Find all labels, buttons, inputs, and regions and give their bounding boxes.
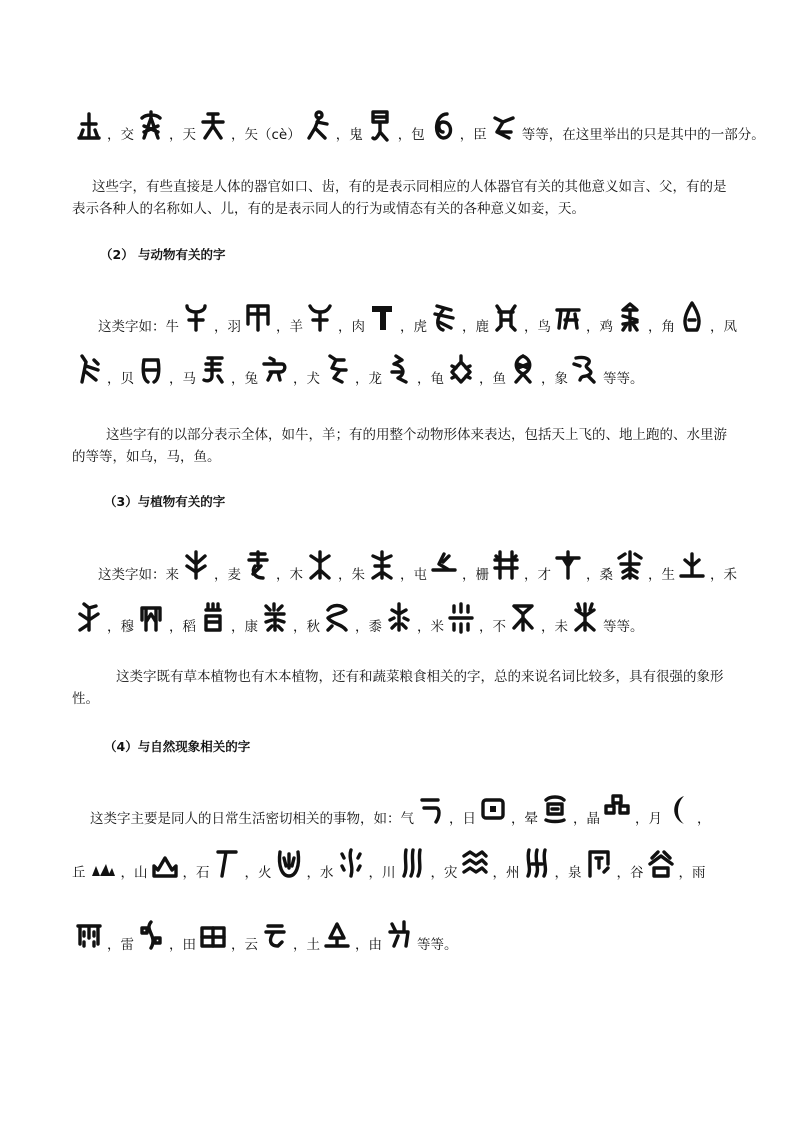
oracle-glyph-icon bbox=[198, 918, 228, 954]
glyph-label: ，州 bbox=[492, 865, 520, 881]
intro-line bbox=[72, 108, 765, 144]
nature-line-2 bbox=[72, 846, 734, 882]
oracle-glyph-icon bbox=[74, 108, 104, 144]
glyph-label: ，稻 bbox=[169, 619, 196, 635]
glyph-label: ，灾 bbox=[430, 865, 458, 881]
animals-line-1 bbox=[98, 300, 737, 336]
oracle-glyph-icon bbox=[74, 918, 104, 954]
glyph-label: ，泉 bbox=[554, 865, 582, 881]
oracle-glyph-icon bbox=[74, 352, 104, 388]
glyph-label: ，米 bbox=[417, 619, 444, 635]
oracle-glyph-icon bbox=[274, 846, 304, 882]
oracle-glyph-icon bbox=[429, 300, 459, 336]
oracle-glyph-icon bbox=[74, 600, 104, 636]
oracle-glyph-icon bbox=[322, 352, 352, 388]
oracle-glyph-icon bbox=[570, 352, 600, 388]
glyph-label: ，矢（cè） bbox=[231, 127, 301, 143]
glyph-label: ，秋 bbox=[293, 619, 320, 635]
glyph-label: ，木 bbox=[276, 567, 303, 583]
glyph-label: ，谷 bbox=[616, 865, 644, 881]
oracle-glyph-icon bbox=[460, 846, 490, 882]
glyph-label: ，虎 bbox=[400, 319, 427, 335]
oracle-glyph-icon bbox=[136, 352, 166, 388]
oracle-glyph-icon bbox=[677, 300, 707, 336]
oracle-glyph-icon bbox=[365, 108, 395, 144]
intro-suffix: 等等，在这里举出的只是其中的一部分。 bbox=[521, 127, 765, 143]
glyph-label: ，石 bbox=[182, 865, 210, 881]
animals-line-2 bbox=[72, 352, 734, 388]
oracle-glyph-icon bbox=[540, 792, 570, 828]
glyph-label: ，由 bbox=[355, 937, 382, 953]
glyph-label: ，马 bbox=[169, 371, 196, 387]
glyph-label: 丘 bbox=[72, 865, 86, 881]
oracle-glyph-icon bbox=[664, 792, 694, 828]
oracle-glyph-icon bbox=[384, 918, 414, 954]
glyph-label: ，兔 bbox=[231, 371, 258, 387]
glyph-label: ，川 bbox=[368, 865, 396, 881]
oracle-glyph-icon bbox=[181, 548, 211, 584]
oracle-glyph-icon bbox=[136, 108, 166, 144]
glyph-label: ，屯 bbox=[400, 567, 427, 583]
plants-line-2 bbox=[72, 600, 734, 636]
oracle-glyph-icon bbox=[198, 352, 228, 388]
oracle-glyph-icon bbox=[243, 548, 273, 584]
heading-plants: （3）与植物有关的字 bbox=[104, 494, 226, 509]
glyph-label: ， bbox=[697, 811, 711, 827]
nature-intro: 这类字主要是同人的日常生活密切相关的事物，如：气 bbox=[90, 811, 414, 827]
glyph-label: ，龙 bbox=[355, 371, 382, 387]
oracle-glyph-icon bbox=[322, 600, 352, 636]
glyph-label: ，肉 bbox=[338, 319, 365, 335]
oracle-glyph-icon bbox=[427, 108, 457, 144]
glyph-label: ，不 bbox=[479, 619, 506, 635]
oracle-glyph-icon bbox=[212, 846, 242, 882]
glyph-label: ，凤 bbox=[710, 319, 737, 335]
glyph-label: ，鱼 bbox=[479, 371, 506, 387]
glyph-label: ，火 bbox=[244, 865, 272, 881]
oracle-glyph-icon bbox=[446, 352, 476, 388]
oracle-glyph-icon bbox=[508, 352, 538, 388]
heading-animals: （2） 与动物有关的字 bbox=[100, 247, 226, 262]
glyph-label: ，象 bbox=[541, 371, 568, 387]
glyph-label: ，犬 bbox=[293, 371, 320, 387]
glyph-label: ，天 bbox=[169, 127, 196, 143]
glyph-label: ，羽 bbox=[214, 319, 241, 335]
oracle-glyph-icon bbox=[646, 846, 676, 882]
oracle-glyph-icon bbox=[398, 846, 428, 882]
glyph-label: ，水 bbox=[306, 865, 334, 881]
paragraph-human: 这些字，有些直接是人体的器官如口、齿，有的是表示同相应的人体器官有关的其他意义如言、父，有的是表示各种人的名称如人、儿，有的是表示同人的行为或情态有关的各种意义如妾，天。 bbox=[72, 179, 727, 217]
plants-suffix: 等等。 bbox=[603, 619, 644, 635]
oracle-glyph-icon bbox=[260, 918, 290, 954]
glyph-label: ，龟 bbox=[417, 371, 444, 387]
oracle-glyph-icon bbox=[553, 548, 583, 584]
oracle-glyph-icon bbox=[553, 300, 583, 336]
oracle-glyph-icon bbox=[136, 600, 166, 636]
glyph-label: ，禾 bbox=[710, 567, 737, 583]
glyph-label: ，鬼 bbox=[335, 127, 363, 143]
glyph-label: ，康 bbox=[231, 619, 258, 635]
oracle-glyph-icon bbox=[446, 600, 476, 636]
oracle-glyph-icon bbox=[522, 846, 552, 882]
heading-nature: （4）与自然现象相关的字 bbox=[104, 739, 251, 754]
glyph-label: ，鸡 bbox=[586, 319, 613, 335]
oracle-glyph-icon bbox=[429, 548, 459, 584]
oracle-glyph-icon bbox=[336, 846, 366, 882]
glyph-label: ，月 bbox=[635, 811, 662, 827]
oracle-glyph-icon bbox=[570, 600, 600, 636]
glyph-label: ，包 bbox=[397, 127, 425, 143]
oracle-glyph-icon bbox=[416, 792, 446, 828]
glyph-label: ，栅 bbox=[462, 567, 489, 583]
glyph-label: ，羊 bbox=[276, 319, 303, 335]
oracle-glyph-icon bbox=[136, 918, 166, 954]
glyph-label: ，黍 bbox=[355, 619, 382, 635]
paragraph-animals: 这些字有的以部分表示全体，如牛，羊；有的用整个动物形体来表达，包括天上飞的、地上跑的、水里游的等等，如乌，马，鱼。 bbox=[72, 427, 727, 465]
oracle-glyph-icon bbox=[198, 108, 228, 144]
glyph-label: ，才 bbox=[524, 567, 551, 583]
glyph-label: ，鸟 bbox=[524, 319, 551, 335]
glyph-label: ，贝 bbox=[107, 371, 134, 387]
glyph-label: ，云 bbox=[231, 937, 258, 953]
oracle-glyph-icon bbox=[384, 352, 414, 388]
glyph-label: ，晶 bbox=[573, 811, 600, 827]
oracle-glyph-icon bbox=[677, 548, 707, 584]
glyph-label: ，朱 bbox=[338, 567, 365, 583]
plants-line-1 bbox=[98, 548, 737, 584]
oracle-glyph-icon bbox=[478, 792, 508, 828]
glyph-label: ，臣 bbox=[459, 127, 487, 143]
oracle-glyph-icon bbox=[150, 846, 180, 882]
oracle-glyph-icon bbox=[584, 846, 614, 882]
glyph-label: ，山 bbox=[120, 865, 148, 881]
oracle-glyph-icon bbox=[305, 300, 335, 336]
nature-line-3 bbox=[72, 918, 734, 954]
oracle-glyph-icon bbox=[322, 918, 352, 954]
nature-line-1 bbox=[90, 792, 734, 828]
animals-suffix: 等等。 bbox=[603, 371, 644, 387]
glyph-label: ，晕 bbox=[511, 811, 538, 827]
glyph-label: ，土 bbox=[293, 937, 320, 953]
glyph-label: ，交 bbox=[107, 127, 134, 143]
nature-suffix: 等等。 bbox=[417, 937, 458, 953]
oracle-glyph-icon bbox=[489, 108, 519, 144]
oracle-glyph-icon bbox=[615, 548, 645, 584]
oracle-glyph-icon bbox=[260, 352, 290, 388]
glyph-label: ，鹿 bbox=[462, 319, 489, 335]
oracle-glyph-icon bbox=[602, 792, 632, 828]
oracle-glyph-icon bbox=[491, 548, 521, 584]
glyph-label: ，生 bbox=[648, 567, 675, 583]
oracle-glyph-icon bbox=[367, 300, 397, 336]
glyph-label: ，雷 bbox=[107, 937, 134, 953]
oracle-glyph-icon bbox=[491, 300, 521, 336]
oracle-glyph-icon bbox=[260, 600, 290, 636]
plants-intro: 这类字如：来 bbox=[98, 567, 179, 583]
glyph-label: ，雨 bbox=[678, 865, 706, 881]
oracle-glyph-icon bbox=[615, 300, 645, 336]
oracle-glyph-icon bbox=[88, 846, 118, 882]
glyph-label: ，未 bbox=[541, 619, 568, 635]
glyph-label: ，角 bbox=[648, 319, 675, 335]
oracle-glyph-icon bbox=[305, 548, 335, 584]
glyph-label: ，田 bbox=[169, 937, 196, 953]
oracle-glyph-icon bbox=[508, 600, 538, 636]
oracle-glyph-icon bbox=[367, 548, 397, 584]
oracle-glyph-icon bbox=[303, 108, 333, 144]
oracle-glyph-icon bbox=[198, 600, 228, 636]
oracle-glyph-icon bbox=[181, 300, 211, 336]
paragraph-plants: 这类字既有草本植物也有木本植物，还有和蔬菜粮食相关的字，总的来说名词比较多，具有很强的象形性。 bbox=[72, 669, 724, 707]
oracle-glyph-icon bbox=[243, 300, 273, 336]
oracle-glyph-icon bbox=[384, 600, 414, 636]
glyph-label: ，桑 bbox=[586, 567, 613, 583]
glyph-label: ，穆 bbox=[107, 619, 134, 635]
glyph-label: ，日 bbox=[449, 811, 476, 827]
animals-intro: 这类字如：牛 bbox=[98, 319, 179, 335]
glyph-label: ，麦 bbox=[214, 567, 241, 583]
